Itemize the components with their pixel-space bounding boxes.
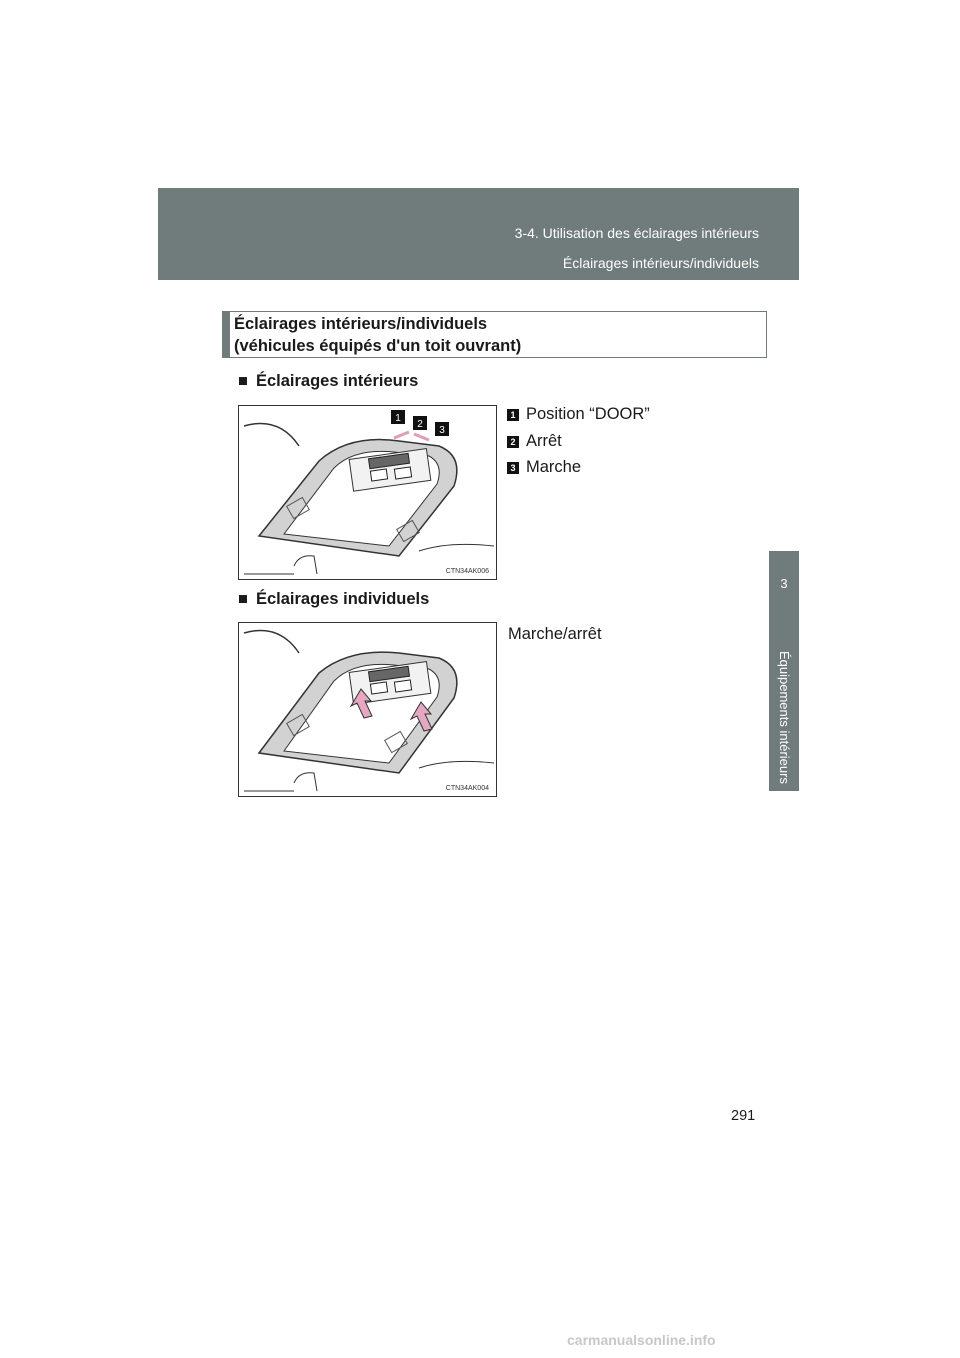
item-text: Position “DOOR” [526,405,650,423]
page-number: 291 [731,1108,756,1124]
svg-text:3: 3 [439,425,445,436]
chapter-side-tab [769,551,799,791]
list-item [507,405,650,424]
topic-title-line2: (véhicules équipés d'un toit ouvrant) [234,337,522,355]
chapter-label: Équipements intérieurs [777,651,792,784]
item-text: Arrêt [526,432,562,450]
individual-lights-heading-text: Éclairages individuels [255,590,430,608]
number-badge: 3 [507,462,519,474]
on-off-text: Marche/arrêt [508,625,602,643]
figure-code: CTN34AK006 [445,568,489,575]
topic-title-box [222,311,767,358]
bullet-square-icon: ■ [238,590,248,608]
section-title: 3-4. Utilisation des éclairages intérieurs [514,225,759,241]
subsection-title: Éclairages intérieurs/individuels [562,255,759,271]
watermark-footer: carmanualsonline.info [567,1332,716,1348]
interior-lights-heading [238,372,418,391]
number-badge: 2 [507,436,519,448]
svg-text:2: 2 [417,419,423,430]
interior-lights-figure [238,405,497,580]
chapter-number: 3 [780,576,788,591]
section-header [158,188,799,280]
list-item [507,458,581,477]
figure-code: CTN34AK004 [445,785,489,792]
interior-lights-heading-text: Éclairages intérieurs [255,372,419,390]
item-text: Marche [526,458,582,476]
svg-text:1: 1 [395,413,401,424]
individual-lights-heading [238,590,429,609]
individual-lights-figure [238,622,497,797]
number-badge: 1 [507,409,519,421]
bullet-square-icon: ■ [238,372,248,390]
list-item [507,432,562,451]
topic-title-line1: Éclairages intérieurs/individuels [234,315,488,333]
